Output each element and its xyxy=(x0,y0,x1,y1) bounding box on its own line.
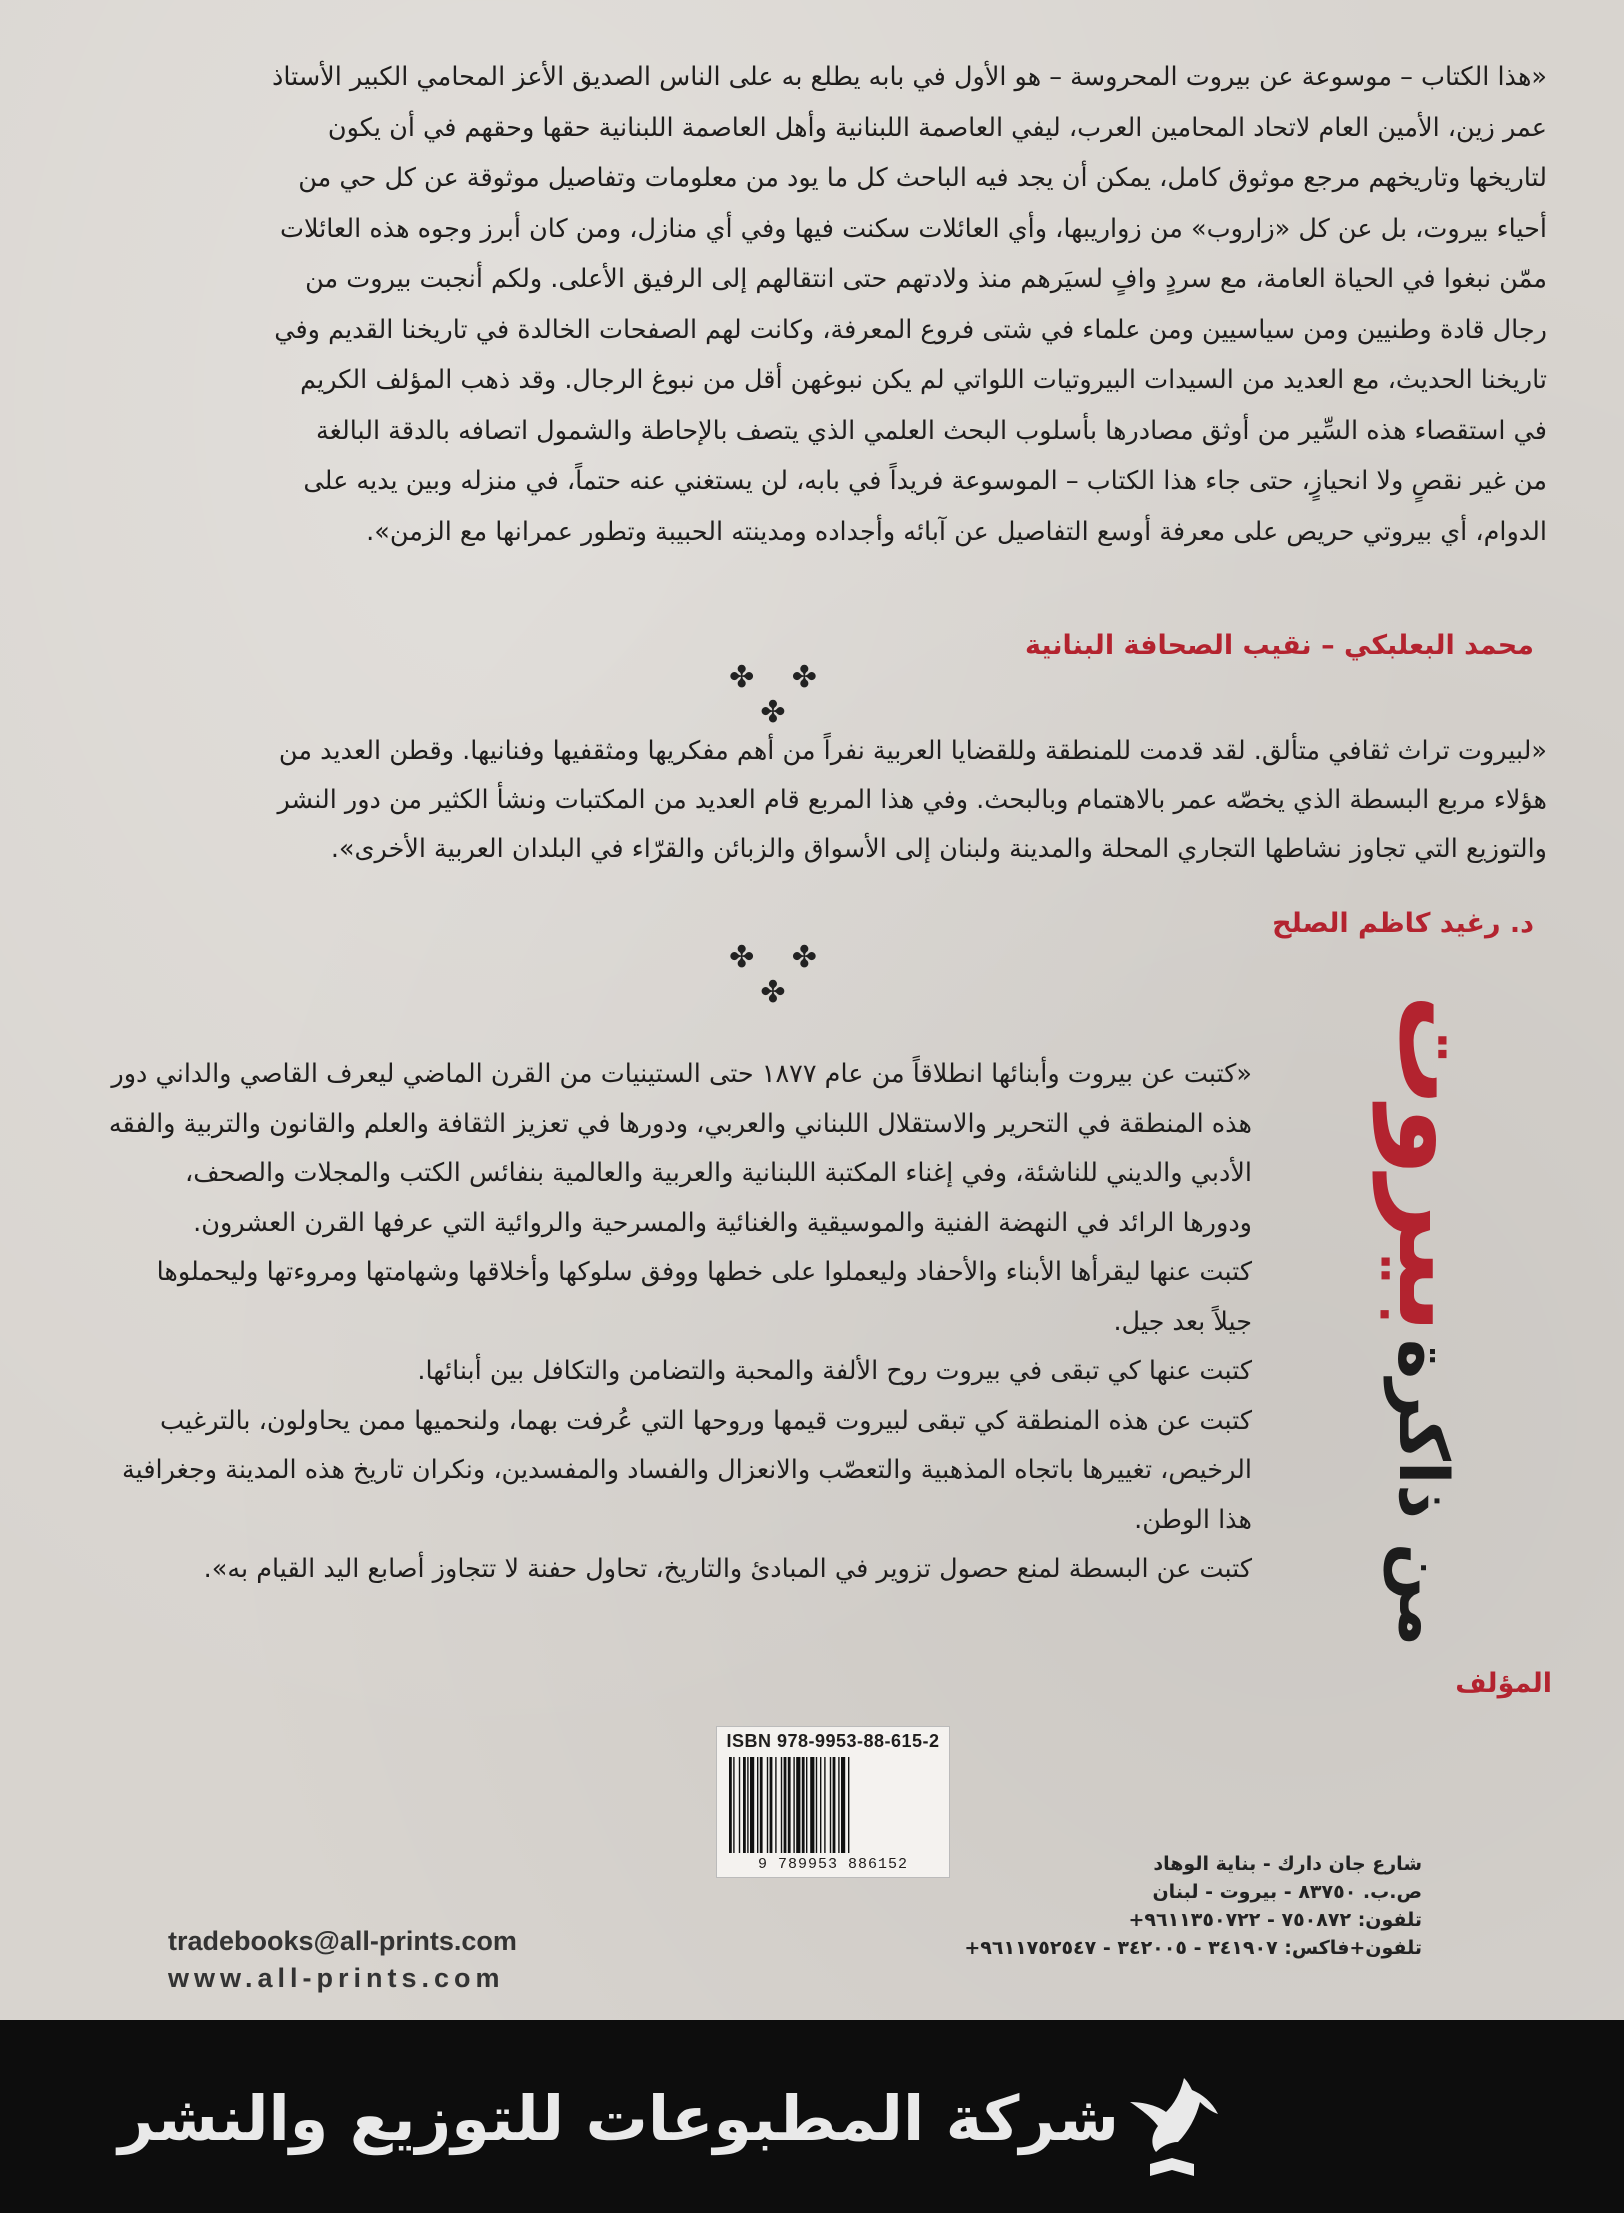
barcode-bar xyxy=(729,1757,732,1853)
barcode-bar xyxy=(848,1757,849,1853)
isbn-number: ISBN 978-9953-88-615-2 xyxy=(726,1731,940,1751)
quote-line: الدوام، أي بيروتي حريص على معرفة أوسع التفاصيل عن آبائه وأجداده ومدينته الحبيبة وتطور عمرانها مع الزمن». xyxy=(366,516,1547,547)
quote-line: لتاريخها وتاريخهم مرجع موثوق كامل، يمكن أن يجد فيه الباحث كل ما يود من معلومات وتفاصيل موثوقة عن كل حي من xyxy=(298,163,1547,193)
barcode-bar xyxy=(743,1757,746,1853)
barcode-bar xyxy=(775,1757,776,1853)
signature-author: المؤلف xyxy=(1455,1668,1552,1699)
quote-line: «لبيروت تراث ثقافي متألق. لقد قدمت للمنطقة وللقضايا العربية نفراً من أهم مفكريها ومثقفيها وفنانيها. وقطن العديد من xyxy=(278,736,1547,766)
email-text: tradebooks@all-prints.com xyxy=(168,1926,517,1956)
barcode-bar xyxy=(838,1757,839,1853)
barcode-bar xyxy=(796,1757,800,1853)
barcode-bar xyxy=(781,1757,782,1853)
quote-line: عمر زين، الأمين العام لاتحاد المحامين العرب، ليفي العاصمة اللبنانية وأهل العاصمة اللبنانية حقها وحقهم في أن يكون xyxy=(327,112,1547,143)
quote-line: رجال قادة وطنيين ومن سياسيين ومن علماء في شتى فروع المعرفة، وكانت لهم الصفحات الخالدة في تاريخنا القديم وفي xyxy=(274,314,1547,345)
address-phone: تلفون: ٧٥٠٨٧٢ - ٩٦١١٣٥٠٧٢٢+ xyxy=(1128,1909,1422,1931)
barcode-bar xyxy=(806,1757,807,1853)
barcode-bar xyxy=(739,1757,740,1853)
vertical-book-title xyxy=(1298,993,1578,1647)
quote-line: أحياء بيروت، بل عن كل «زاروب» من زواريبها، وأي العائلات سكنت فيها وفي أي منازل، ومن كان أبرز وجوه هذه العائلات xyxy=(279,213,1547,244)
barcode-graphic xyxy=(729,1757,937,1853)
publisher-address xyxy=(964,1850,1422,1962)
barcode-bar xyxy=(747,1757,748,1853)
barcode-bar xyxy=(793,1757,794,1853)
barcode-bar xyxy=(802,1757,805,1853)
separator-ornament: ✤ ✤ ✤ xyxy=(729,940,831,1010)
barcode-bar xyxy=(816,1757,817,1853)
quote-line: جيلاً بعد جيل. xyxy=(1113,1306,1252,1337)
barcode-bar xyxy=(830,1757,831,1853)
signature-baalbaki: محمد البعلبكي – نقيب الصحافة البنانية xyxy=(1024,630,1534,661)
signature-solh: د. رغيد كاظم الصلح xyxy=(1272,908,1534,939)
barcode-bar xyxy=(760,1757,763,1853)
barcode-bar xyxy=(757,1757,758,1853)
quote-line: كتبت عنها ليقرأها الأبناء والأحفاد وليعملوا على خطها ووفق سلوكها وأخلاقها وشهامتها ومروءتها وليحملوها xyxy=(156,1257,1252,1287)
quote-author xyxy=(72,1050,1252,1595)
barcode-bar xyxy=(770,1757,773,1853)
barcode-bar xyxy=(788,1757,791,1853)
quote-line: والتوزيع التي تجاوز نشاطها التجاري المحلة والمدينة ولبنان إلى الأسواق والزبائن والقرّاء في البلدان العربية الأخرى». xyxy=(330,834,1547,864)
quote-line: الرخيص، تغييرها باتجاه المذهبية والتعصّب والانعزال والفساد والمفسدين، ونكران تاريخ هذه المدينة وجغرافية xyxy=(121,1455,1252,1485)
title-part-memory: من ذاكرة xyxy=(1383,1339,1463,1647)
barcode-bar xyxy=(833,1757,836,1853)
quote-line: في استقصاء هذه السِّير من أوثق مصادرها بأسلوب البحث العلمي الذي يتصف بالإحاطة والشمول اتصافه بالدقة البالغة xyxy=(315,415,1547,446)
title-part-beirut: بيروت xyxy=(1373,993,1504,1334)
quote-line: هذا الوطن. xyxy=(1134,1504,1252,1535)
quote-line: هذه المنطقة في التحرير والاستقلال اللبناني والعربي، ودورها في تعزيز الثقافة والعلم والقانون والتربية والفقه xyxy=(108,1108,1252,1139)
quote-line: كتبت عن هذه المنطقة كي تبقى لبيروت قيمها وروحها التي عُرفت بهما، ولنحميها ممن يحاولون، بالترغيب xyxy=(160,1405,1252,1436)
quote-line: هؤلاء مربع البسطة الذي يخصّه عمر بالاهتمام وبالبحث. وفي هذا المربع قام العديد من المكتبات ونشأ الكثير من دور النشر xyxy=(277,785,1547,815)
quote-line: الأدبي والديني للناشئة، وفي إغناء المكتبة اللبنانية والعربية والعالمية بنفائس الكتب والمجلات والصحف، xyxy=(185,1158,1252,1188)
bird-logo-icon xyxy=(1122,2072,1222,2182)
barcode-bar xyxy=(733,1757,734,1853)
publisher-footer-band xyxy=(0,2020,1624,2213)
barcode-bar xyxy=(784,1757,787,1853)
quote-solh xyxy=(72,727,1547,874)
quote-line: من غير نقصٍ ولا انحيازٍ، حتى جاء هذا الكتاب – الموسوعة فريداً في بابه، لن يستغني عنه حتماً، في منزله وبين يديه على xyxy=(303,466,1547,496)
isbn-barcode xyxy=(716,1726,950,1878)
quote-line: ممّن نبغوا في الحياة العامة، مع سردٍ وافٍ لسيَرهم منذ ولادتهم حتى انتقالهم إلى الرفيق الأعلى. ولكم أنجبت بيروت من xyxy=(305,264,1547,294)
separator-ornament: ✤ ✤ ✤ xyxy=(729,660,831,730)
barcode-bar xyxy=(820,1757,821,1853)
address-street: شارع جان دارك - بناية الوهاد xyxy=(1153,1853,1422,1875)
barcode-bar xyxy=(810,1757,814,1853)
barcode-bar xyxy=(824,1757,825,1853)
barcode-bar xyxy=(841,1757,845,1853)
publisher-contact xyxy=(168,1926,517,1994)
quote-line: كتبت عنها كي تبقى في بيروت روح الألفة والمحبة والتضامن والتكافل بين أبنائها. xyxy=(417,1356,1252,1386)
barcode-digits: 9 789953 886152 xyxy=(757,1856,909,1873)
quote-line: كتبت عن البسطة لمنع حصول تزوير في المبادئ والتاريخ، تحاول حفنة لا تتجاوز أصابع اليد القيام به». xyxy=(203,1554,1252,1584)
publisher-name: شركة المطبوعات للتوزيع والنشر xyxy=(118,2082,1119,2155)
quote-line: تاريخنا الحديث، مع العديد من السيدات البيروتيات اللواتي لم يكن نبوغهن أقل من نبوغ الرجال. وقد ذهب المؤلف الكريم xyxy=(300,365,1547,395)
quote-line: ودورها الرائد في النهضة الفنية والموسيقية والغنائية والمسرحية والروائية التي عرفها القرن العشرون. xyxy=(193,1207,1252,1238)
quote-line: «هذا الكتاب – موسوعة عن بيروت المحروسة – هو الأول في بابه يطلع به على الناس الصديق الأعز المحامي الكبير الأستاذ xyxy=(272,62,1547,92)
barcode-bar xyxy=(767,1757,768,1853)
address-phone-fax: تلفون+فاكس: ٣٤١٩٠٧ - ٣٤٢٠٠٥ - ٩٦١١٧٥٢٥٤٧+ xyxy=(964,1937,1422,1959)
barcode-bar xyxy=(750,1757,754,1853)
website-text: www.all-prints.com xyxy=(168,1963,505,1993)
quote-baalbaki xyxy=(72,52,1547,557)
quote-line: «كتبت عن بيروت وأبنائها انطلاقاً من عام ١٨٧٧ حتى الستينيات من القرن الماضي ليعرف القاصي والداني دور xyxy=(111,1059,1252,1089)
address-pobox: ص.ب. ٨٣٧٥٠ - بيروت - لبنان xyxy=(1152,1881,1422,1903)
